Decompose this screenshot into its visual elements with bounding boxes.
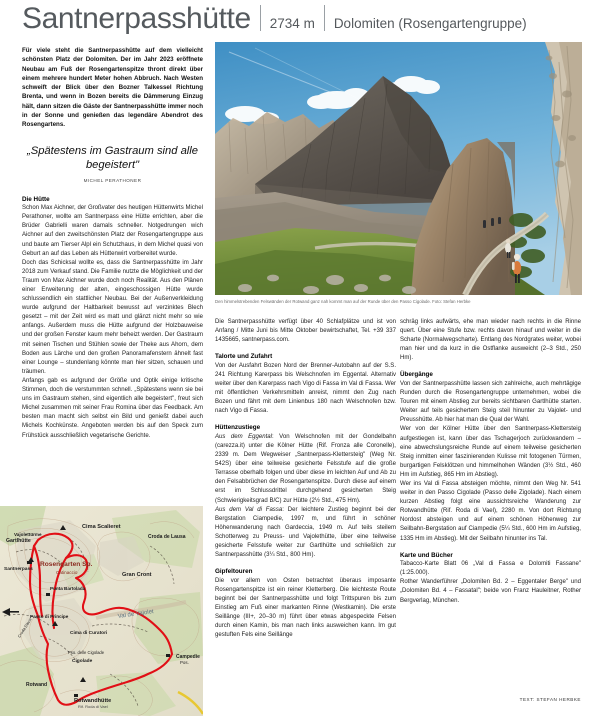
paragraph-uebergaenge-1: Von der Santnerpasshütte lassen sich zahlreiche, auch mehrtägige Runden durch die Rosengartengruppe unternehmen, wobei die Touren mit einem Abstieg zur bereits sichtbaren Gartlhütte starten. Weiter auf teils gesichertem Steig steil hinunter zu Vajolet- und Preusshütte. Ab hier hat man die Qual der Wahl.	[400, 380, 581, 424]
paragraph-uebergaenge-3: Wer ins Val di Fassa absteigen möchte, nimmt den Weg Nr. 541 weiter in den Passo Cigolade (Passo delle Zigolade). Nach einem kurzen Abstieg folgt eine aussichtsreiche Wanderung zur Rotwandhütte (Rif. Roda di Vael), 2280 m. Von dort Richtung Nordost absteigen und auf einem schönen Höhenweg zur Seilbahn-Bergstation auf Ciampedie (5¼ Std., 600 Hm im Aufstieg, 1335 Hm im Abstieg). Mit der Seilbahn hinunter ins Tal.	[400, 481, 581, 542]
section-heading-huettenzustiege: Hüttenzustiege	[215, 424, 261, 432]
svg-text:Val de Vajolet: Val de Vajolet	[117, 609, 155, 620]
section-heading-talorte: Talorte und Zufahrt	[215, 353, 273, 361]
column-right	[400, 318, 581, 606]
section-heading-gipfeltouren: Gipfeltouren	[215, 568, 253, 576]
svg-text:Gran Cront: Gran Cront	[122, 572, 152, 578]
svg-text:Cigolade: Cigolade	[72, 659, 93, 664]
svg-text:Pso. delle Cigolade: Pso. delle Cigolade	[68, 650, 105, 655]
photo-caption: Den himmelstrebenden Felswänden der Rotwand ganz nah kommt man auf der Runde über den Passo Cigolade. Foto: Stefan Herbke	[215, 299, 471, 304]
svg-text:Campedie: Campedie	[176, 654, 200, 660]
svg-text:Pos.: Pos.	[180, 660, 189, 665]
svg-text:Vajolettürme: Vajolettürme	[14, 532, 42, 537]
hero-photo	[215, 42, 582, 295]
altitude-label: 2734 m	[269, 16, 315, 31]
paragraph-gipfeltouren-cont: schräg links aufwärts, ehe man wieder nach rechts in die Rinne quert. Über eine Stufe bzw. rechts davon hinauf und weiter in die Scharte (Normalwegscharte). Entlang des Nordgrates weiter, wobei man hier und da kurz in die Ostflanke ausweicht (2–3 Std., 250 Hm).	[400, 319, 581, 362]
svg-text:Rotwandhütte: Rotwandhütte	[74, 698, 112, 704]
svg-text:Catinaccio: Catinaccio	[56, 570, 78, 575]
svg-text:Croda de Lausa: Croda de Lausa	[148, 534, 186, 540]
tour-map-illustration	[0, 506, 203, 716]
page-title: Santnerpasshütte	[22, 2, 251, 35]
section-heading-die-huette: Die Hütte	[22, 195, 50, 203]
region-label: Dolomiten (Rosengartengruppe)	[333, 16, 527, 31]
paragraph-huette-2: Doch das Schicksal wollte es, dass die Santnerpasshütte im Jahr 2018 zum Verkauf stand. Die Familie nutzte die Möglichkeit und der Traum von Max Aichner wurde doch noch Realität. Aus den Plänen einer Erweiterung der alten, eingeschossigen Hütte wurde schlussendlich ein stattlicher Neubau. Bei der Außenverkleidung wurde aufgrund der Haltbarkeit bewusst auf verzinktes Blech gesetzt – mit der Zeit wird es matt und glänzt nicht mehr so wie anfangs. Außerdem muss die Hütte aufgrund der Holzbauweise und der großen Fenster kaum mehr beheizt werden. Der Gastraum mit seinen Tischen und Stühlen sowie der Theke aus Ahorn, dem Boden aus Lärche und den großen Panoramafenstern ähnelt fast einer Lounge – stundenlang könnte man hier sitzen, schauen und träumen.	[22, 259, 203, 375]
page-header	[22, 2, 582, 38]
pull-quote: „Spätestens im Gastraum sind alle begeistert"	[27, 144, 198, 171]
svg-text:Rotwand: Rotwand	[26, 682, 48, 688]
svg-text:Cima di Curatori: Cima di Curatori	[70, 631, 108, 636]
header-divider-1	[260, 5, 261, 31]
tour-map	[0, 506, 203, 716]
header-divider-2	[324, 5, 325, 31]
svg-text:Gartlhütte: Gartlhütte	[6, 538, 31, 544]
pull-quote-attribution: MICHEL PERATHONER	[83, 177, 142, 183]
paragraph-huette-1: Schon Max Aichner, der Großvater des heutigen Hüttenwirts Michel Perathoner, wollte am Santnerpass eine Hütte errichten, aber die Brüder Gabrielli waren damals schneller. Notgedrungen wich Aichner auf den zweitschönsten Platz der Rosengartengruppe aus und baute am Tierser Alpl ein Schutzhaus, in dem Michel quasi von Geburt an auf das Leben als Hüttenwirt vorbereitet wurde.	[22, 205, 203, 257]
paragraph-zustieg-fassa: Aus dem Val di Fassa: Der leichtere Zustieg beginnt bei der Bergstation Ciampedie, 1997 m, und führt in schöner Höhenwanderung nach Gardeccia, 1949 m. Auf teils steilem Schotterweg zu Preuss- und Vajolethütte, über eine teilweise gesicherte Felsstufe weiter zur Gartlhütte und schließlich zur Santnerpasshütte (3¼ Std., 800 Hm).	[215, 506, 396, 559]
column-left	[22, 46, 203, 441]
section-heading-karte-buecher: Karte und Bücher	[400, 551, 453, 559]
text-credit: TEXT: STEFAN HERBKE	[519, 697, 581, 702]
paragraph-karte-1: Tabacco-Karte Blatt 06 „Val di Fassa e Dolomiti Fassane" (1:25.000).	[400, 561, 581, 577]
svg-text:Cima Scalieret: Cima Scalieret	[82, 524, 121, 530]
svg-text:Santnerpass: Santnerpass	[4, 567, 33, 572]
svg-text:Passo di Principe: Passo di Principe	[30, 614, 69, 619]
hut-info-text: Die Santnerpasshütte verfügt über 40 Schlafplätze und ist von Anfang / Mitte Juni bis Mitte Oktober bewirtschaftet, Tel. +39 337 1435665, santnerpass.com.	[215, 319, 396, 344]
paragraph-zustieg-eggental: Aus dem Eggental: Von Welschnofen mit der Gondelbahn (carezza.it) unter die Kölner Hütte (Rif. Fronza alle Coronelle), 2339 m. Dem Wegweiser „Santnerpass-Klettersteig" (Weg Nr. 542S) über eine teilweise gesicherte Felsstufe auf die große Terrasse oberhalb folgen und über diese im leichten Auf und Ab zu den Felsabbrüchen der Rosengartenspitze. Durch diese auf einem erst im Schlussdrittel durchgehend gesicherten Steig (Schwierigkeitsgrad B/C) zur Hütte (2½ Std., 475 Hm).	[215, 433, 396, 504]
column-middle	[215, 318, 396, 640]
svg-text:Punta Bartolada: Punta Bartolada	[50, 586, 86, 591]
paragraph-uebergaenge-2: Wer von der Kölner Hütte über den Santnerpass-Klettersteig aufgestiegen ist, kann über das Tschagerjoch zurückwandern – eine abwechslungsreiche Runde auf einem teilweise gesicherten Steig inmitten einer faszinierenden Kulisse mit fotogenen Türmen, burgartigen Felsklötzen und himmelhohen Wänden (3½ Std., 460 Hm im Aufstieg, 865 Hm im Abstieg).	[400, 426, 581, 478]
section-heading-uebergaenge: Übergänge	[400, 371, 433, 379]
paragraph-huette-3: Anfangs gab es aufgrund der Größe und Optik einige kritische Stimmen, doch die verstummten schnell. „Spätestens wenn sie bei uns im Gastraum stehen, sind eigentlich alle begeistert", freut sich Michel zusammen mit seiner Frau Romina über das Feedback. Am besten man macht sich selbst ein Bild und genießt dabei auch Michels Kochkünste. Angeboten werden bis auf den Speck zum Frühstück ausschließlich vegetarische Gerichte.	[22, 377, 203, 439]
paragraph-talorte-1: Von der Ausfahrt Bozen Nord der Brenner-Autobahn auf der S.S. 241 Richtung Karerpass bis Welschnofen im Eggental. Alternativ weiter über den Karerpass nach Vigo di Fassa im Val di Fassa. Wer mit öffentlichen Verkehrsmitteln anreist, nimmt den Zug nach Bozen und fährt mit dem Linienbus 180 nach Welschnofen bzw. nach Vigo di Fassa.	[215, 362, 396, 415]
paragraph-gipfeltouren-1: Die vor allem von Osten betrachtet überaus imposante Rosengartenspitze ist ein reiner Kletterberg. Die leichteste Route beginnt bei der Santnerpasshütte und folgt Trittspuren bis zum Einstieg am Fuß einer markanten Rinne (Westkamin). Die erste Seillänge (III+, 20–30 m) führt über etwas abgespeckte Felsen durch einen Kamin, bis man nach links ausweichen kann. Im gut gestuften Fels eine Seillänge	[215, 577, 396, 639]
hero-photo-illustration	[215, 42, 582, 295]
intro-lead: Für viele steht die Santnerpasshütte auf dem vielleicht schönsten Platz der Dolomiten. Der im Jahr 2023 eröffnete Neubau am Fuß der Rosengartenspitze thront direkt über einem mehrere hundert Meter hohen Abbruch. Nach Westen schweift der Blick über den Bozner Talkessel Richtung Brenta, und wenn in Bozen bereits die Dämmerung Einzug hält, dann sitzen die Gäste der Santnerpasshütte immer noch in der Sonne und genießen das legendäre Abendrot des Rosengartens.	[22, 47, 203, 129]
paragraph-karte-2: Rother Wanderführer „Dolomiten Bd. 2 – Eggentaler Berge" und „Dolomiten Bd. 4 – Fassatal"; beide von Franz Hauleitner, Rother Bergverlag, München.	[400, 579, 581, 604]
svg-text:Rosengarten Sp.: Rosengarten Sp.	[40, 561, 93, 568]
svg-text:Croda Davoi: Croda Davoi	[16, 617, 33, 639]
svg-text:Rif. Roda di Vael: Rif. Roda di Vael	[78, 704, 108, 709]
